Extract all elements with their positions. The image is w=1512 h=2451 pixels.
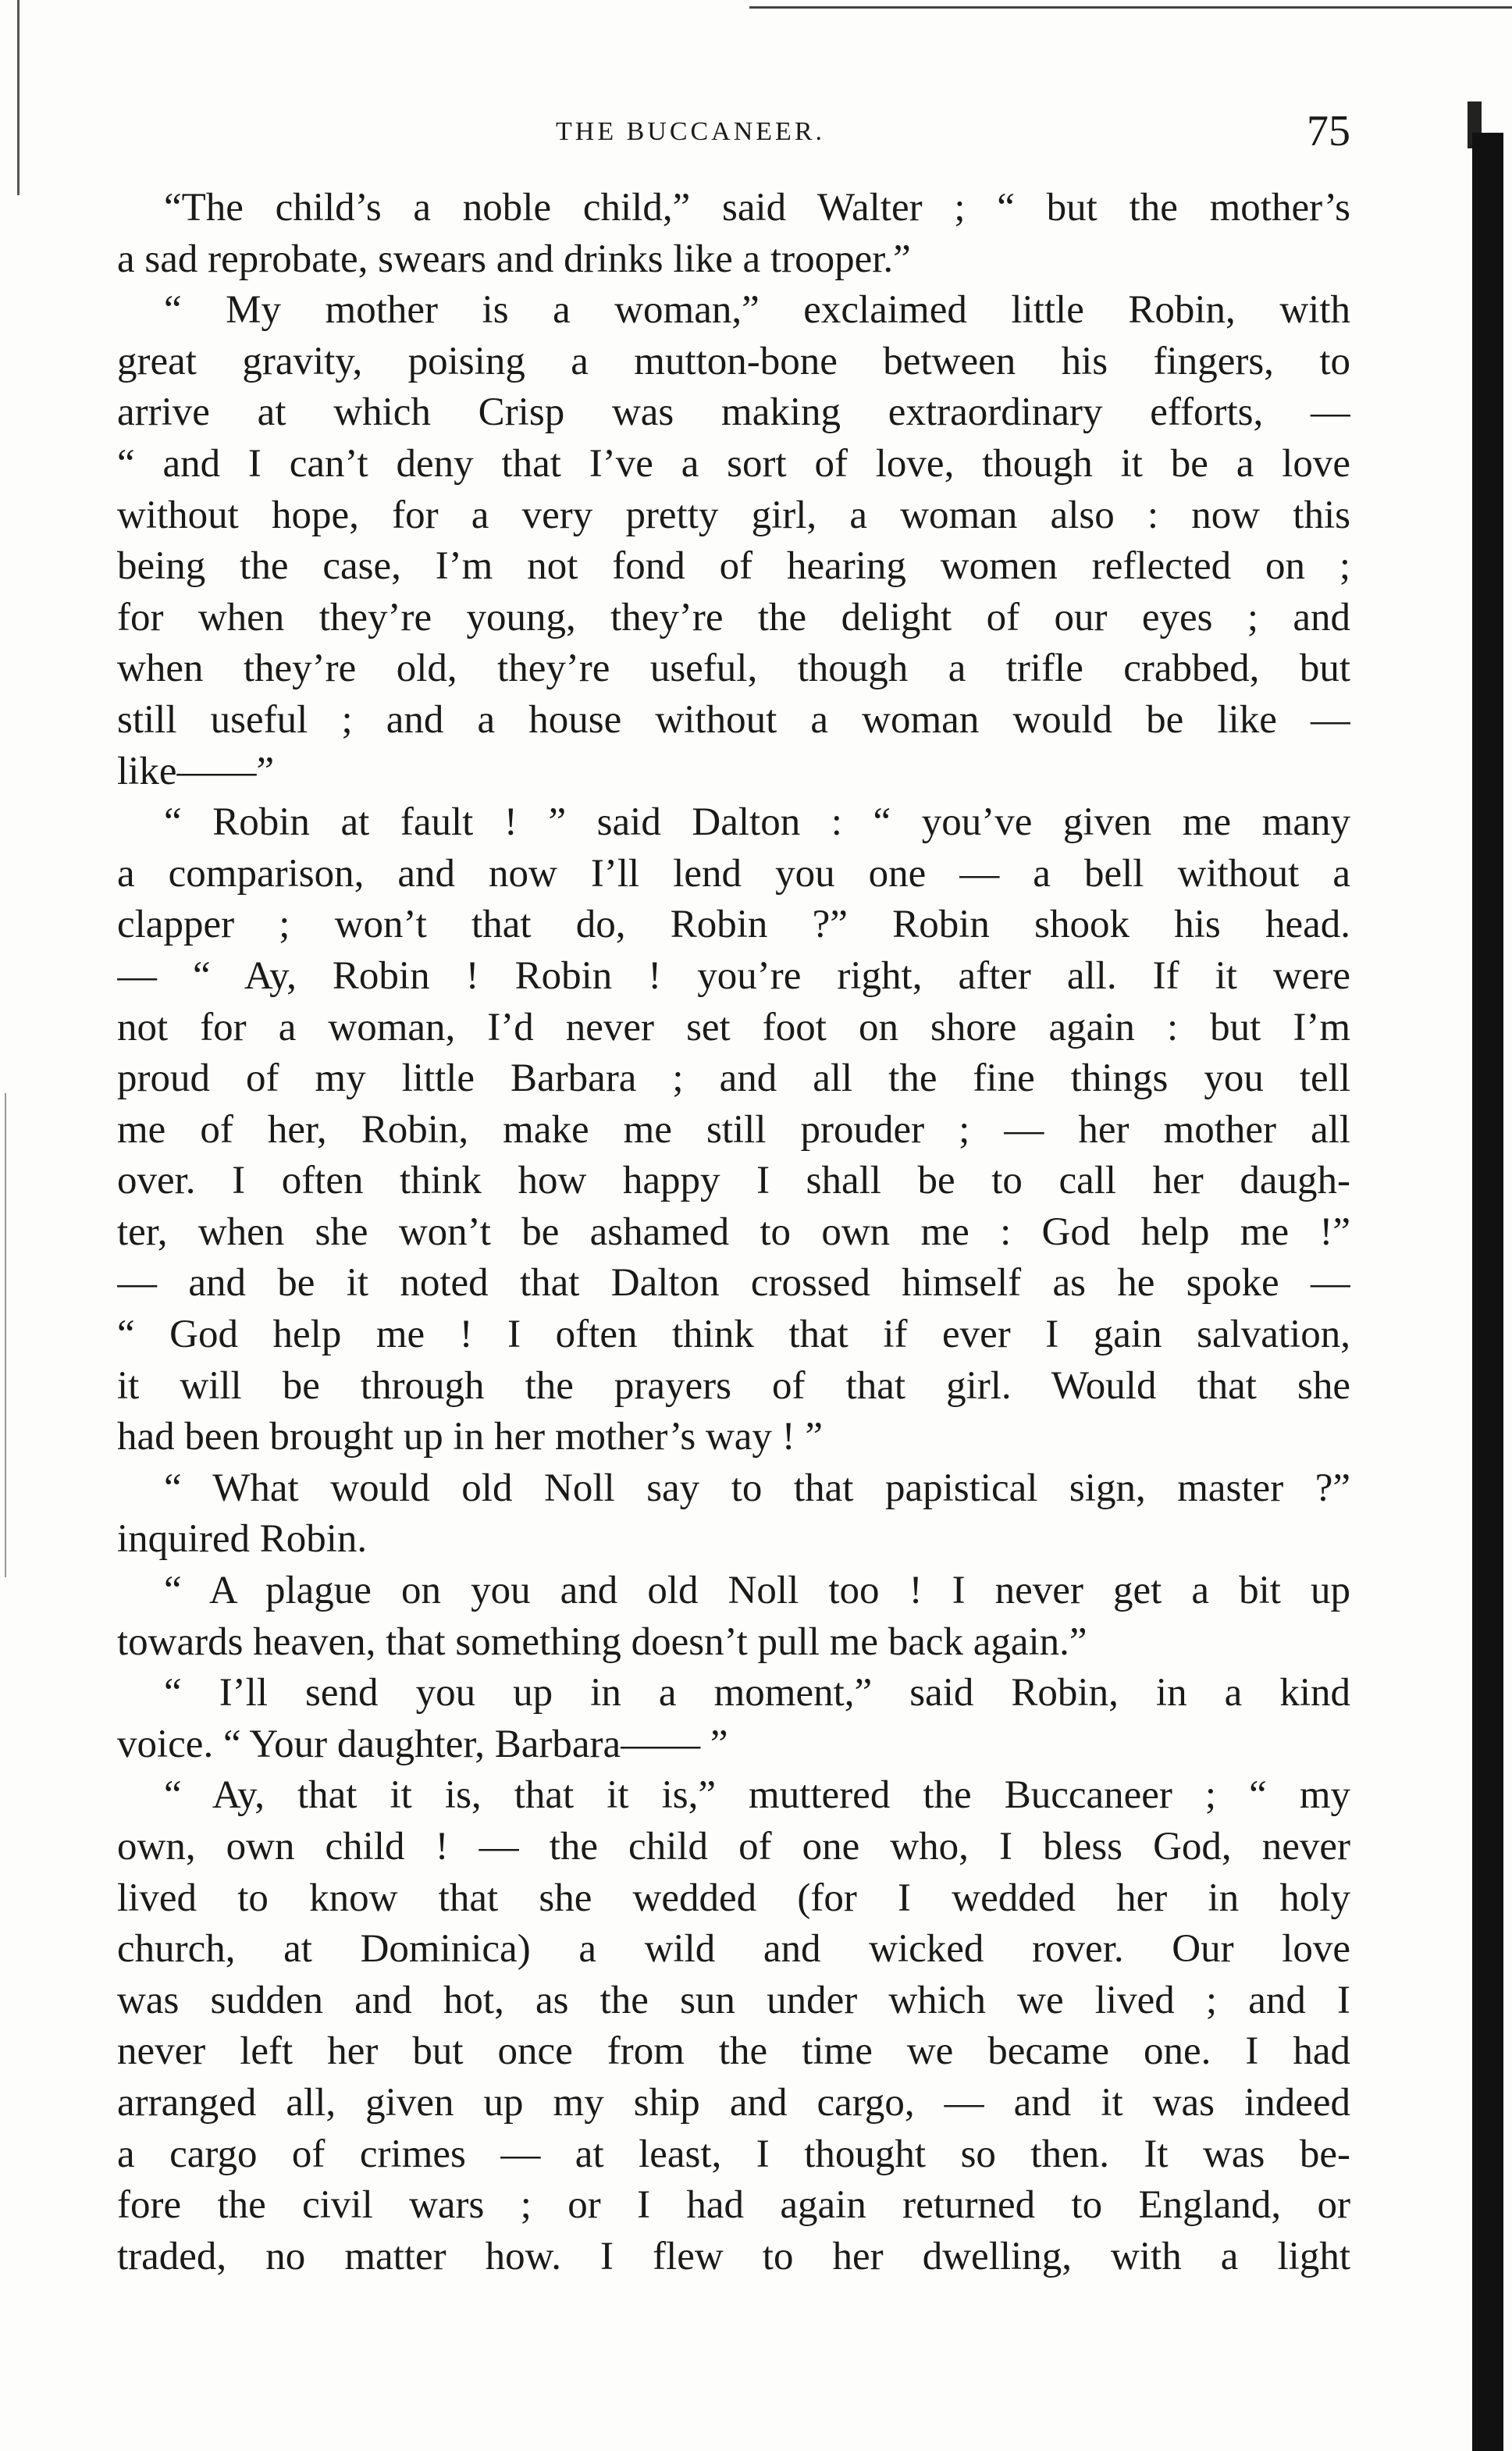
text-line: “ A plague on you and old Noll too ! I never get a bit up: [164, 1569, 1350, 1613]
text-line: “ I’ll send you up in a moment,” said Robin, in a kind: [164, 1671, 1350, 1715]
text-line: “ God help me ! I often think that if ever I gain salvation,: [117, 1313, 1350, 1357]
body-text: [117, 183, 1350, 2282]
text-line: a comparison, and now I’ll lend you one — a bell without a: [117, 851, 1350, 896]
binding-edge: [1472, 133, 1503, 2451]
text-line: own, own child ! — the child of one who, I bless God, never: [117, 1825, 1350, 1869]
text-line: clapper ; won’t that do, Robin ?” Robin shook his head.: [117, 903, 1350, 947]
text-line: for when they’re young, they’re the delight of our eyes ; and: [117, 595, 1350, 639]
running-title: THE BUCCANEER.: [556, 117, 825, 146]
text-line: proud of my little Barbara ; and all the fine things you tell: [117, 1056, 1350, 1101]
text-line: inquired Robin.: [117, 1517, 368, 1562]
text-line: without hope, for a very pretty girl, a woman also : now this: [117, 493, 1350, 537]
text-line: towards heaven, that something doesn’t pull me back again.”: [117, 1619, 1087, 1664]
text-line: “ Ay, that it is, that it is,” muttered the Buccaneer ; “ my: [164, 1773, 1350, 1818]
text-line: still useful ; and a house without a woman would be like —: [117, 697, 1350, 742]
text-line: arranged all, given up my ship and cargo, — and it was indeed: [117, 2080, 1350, 2125]
text-line: never left her but once from the time we became one. I had: [117, 2029, 1350, 2074]
text-line: “ and I can’t deny that I’ve a sort of love, though it be a love: [117, 441, 1350, 486]
text-line: fore the civil wars ; or I had again returned to England, or: [117, 2183, 1350, 2228]
text-line: arrive at which Crisp was making extraordinary efforts, —: [117, 390, 1350, 435]
text-line: like——”: [117, 749, 275, 793]
text-line: a sad reprobate, swears and drinks like a trooper.”: [117, 237, 911, 281]
text-line: “ Robin at fault ! ” said Dalton : “ you’ve given me many: [164, 800, 1350, 845]
text-line: — “ Ay, Robin ! Robin ! you’re right, after all. If it were: [117, 953, 1350, 998]
text-line: when they’re old, they’re useful, though a trifle crabbed, but: [117, 647, 1350, 691]
text-line: church, at Dominica) a wild and wicked rover. Our love: [117, 1927, 1350, 1972]
text-line: lived to know that she wedded (for I wedded her in holy: [117, 1876, 1350, 1920]
scan-edge-top: [749, 6, 1512, 9]
text-line: voice. “ Your daughter, Barbara—— ”: [117, 1722, 728, 1766]
running-head: [117, 107, 1350, 164]
text-line: it will be through the prayers of that girl. Would that she: [117, 1363, 1350, 1408]
text-line: had been brought up in her mother’s way ! ”: [117, 1415, 824, 1459]
text-line: — and be it noted that Dalton crossed himself as he spoke —: [117, 1261, 1350, 1306]
text-line: “The child’s a noble child,” said Walter ; “ but the mother’s: [164, 186, 1350, 230]
text-line: not for a woman, I’d never set foot on shore again : but I’m: [117, 1005, 1350, 1049]
scan-edge-left-lower: [5, 1093, 6, 1577]
text-line: being the case, I’m not fond of hearing women reflected on ;: [117, 544, 1350, 589]
text-line: ter, when she won’t be ashamed to own me : God help me !”: [117, 1209, 1350, 1254]
text-line: great gravity, poising a mutton-bone between his fingers, to: [117, 339, 1350, 383]
text-line: “ What would old Noll say to that papistical sign, master ?”: [164, 1466, 1350, 1510]
page-number: 75: [1307, 107, 1350, 155]
text-line: me of her, Robin, make me still prouder ; — her mother all: [117, 1107, 1350, 1152]
scan-edge-left: [17, 0, 20, 195]
text-line: a cargo of crimes — at least, I thought so then. It was be-: [117, 2132, 1350, 2176]
text-line: was sudden and hot, as the sun under which we lived ; and I: [117, 1978, 1350, 2022]
text-line: traded, no matter how. I flew to her dwelling, with a light: [117, 2234, 1350, 2278]
text-line: “ My mother is a woman,” exclaimed little Robin, with: [164, 288, 1350, 333]
text-line: over. I often think how happy I shall be to call her daugh-: [117, 1159, 1350, 1203]
